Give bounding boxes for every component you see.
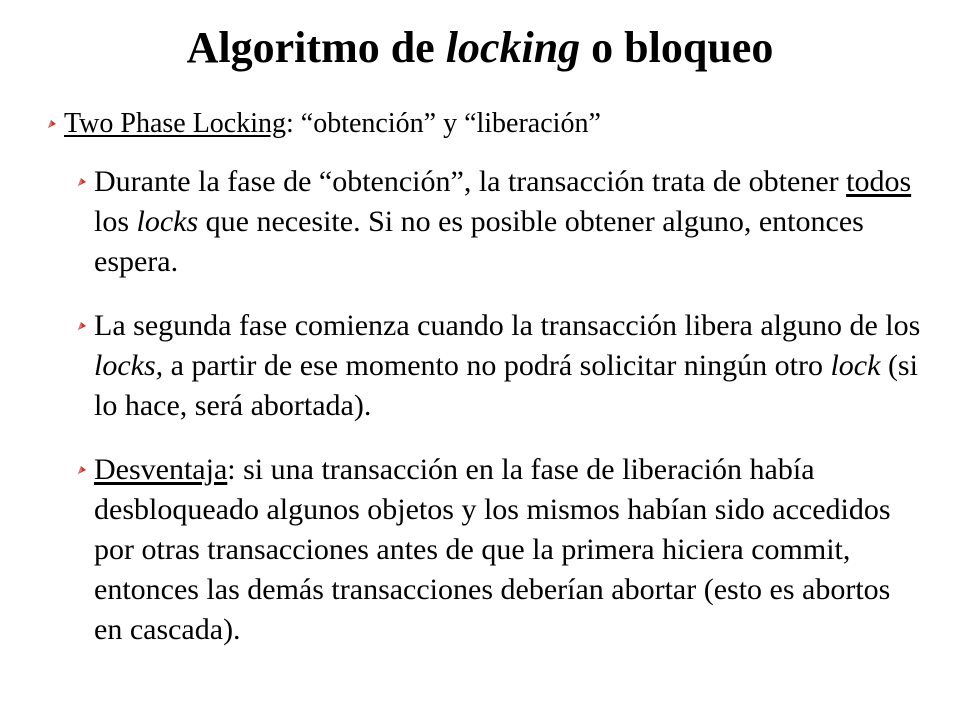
underlined-todos: todos [846, 165, 912, 198]
title-post: o bloqueo [580, 23, 774, 72]
bullet-marker-icon [76, 450, 94, 490]
two-phase-locking-term: Two Phase Locking [64, 108, 287, 139]
italic-lock: lock [830, 349, 881, 382]
bullet-liberacion [76, 306, 926, 426]
bullet-obtencion [76, 162, 926, 282]
text-segment: los [94, 205, 137, 238]
title-pre: Algoritmo de [186, 23, 446, 72]
bullet-text [94, 450, 926, 650]
text-segment: a partir de ese momento no podrá solicitar ningún otro [163, 349, 831, 382]
bullet-text [94, 162, 926, 282]
bullet-marker-icon [76, 162, 94, 202]
slide-title [0, 18, 960, 78]
text-segment: Durante la fase de “obtención”, la transacción trata de obtener [94, 165, 847, 198]
bullet-text-rest: : “obtención” y “liberación” [286, 108, 601, 139]
title-em: locking [445, 23, 581, 72]
text-segment: : si una transacción en la fase de liberación había desbloqueado algunos objetos y los mismos habían sido accedidos por otras transacciones antes de que la primera hiciera commit, entonces las demás transacciones deberían abortar (esto es abortos en cascada). [94, 453, 891, 646]
text-segment: que necesite. Si no es posible obtener alguno, entonces espera. [94, 205, 864, 278]
italic-locks: locks [136, 205, 199, 238]
bullet-text [94, 306, 926, 426]
bullet-marker-icon [76, 306, 94, 346]
bullet-desventaja [76, 450, 926, 650]
text-segment: (si lo hace, será abortada). [94, 349, 918, 422]
bullet-two-phase-locking [46, 104, 926, 144]
italic-locks: locks, [94, 349, 164, 382]
bullet-marker-icon [46, 104, 64, 144]
bullet-text [64, 104, 926, 144]
text-segment: La segunda fase comienza cuando la transacción libera alguno de los [94, 309, 921, 342]
underlined-desventaja: Desventaja [94, 453, 228, 486]
